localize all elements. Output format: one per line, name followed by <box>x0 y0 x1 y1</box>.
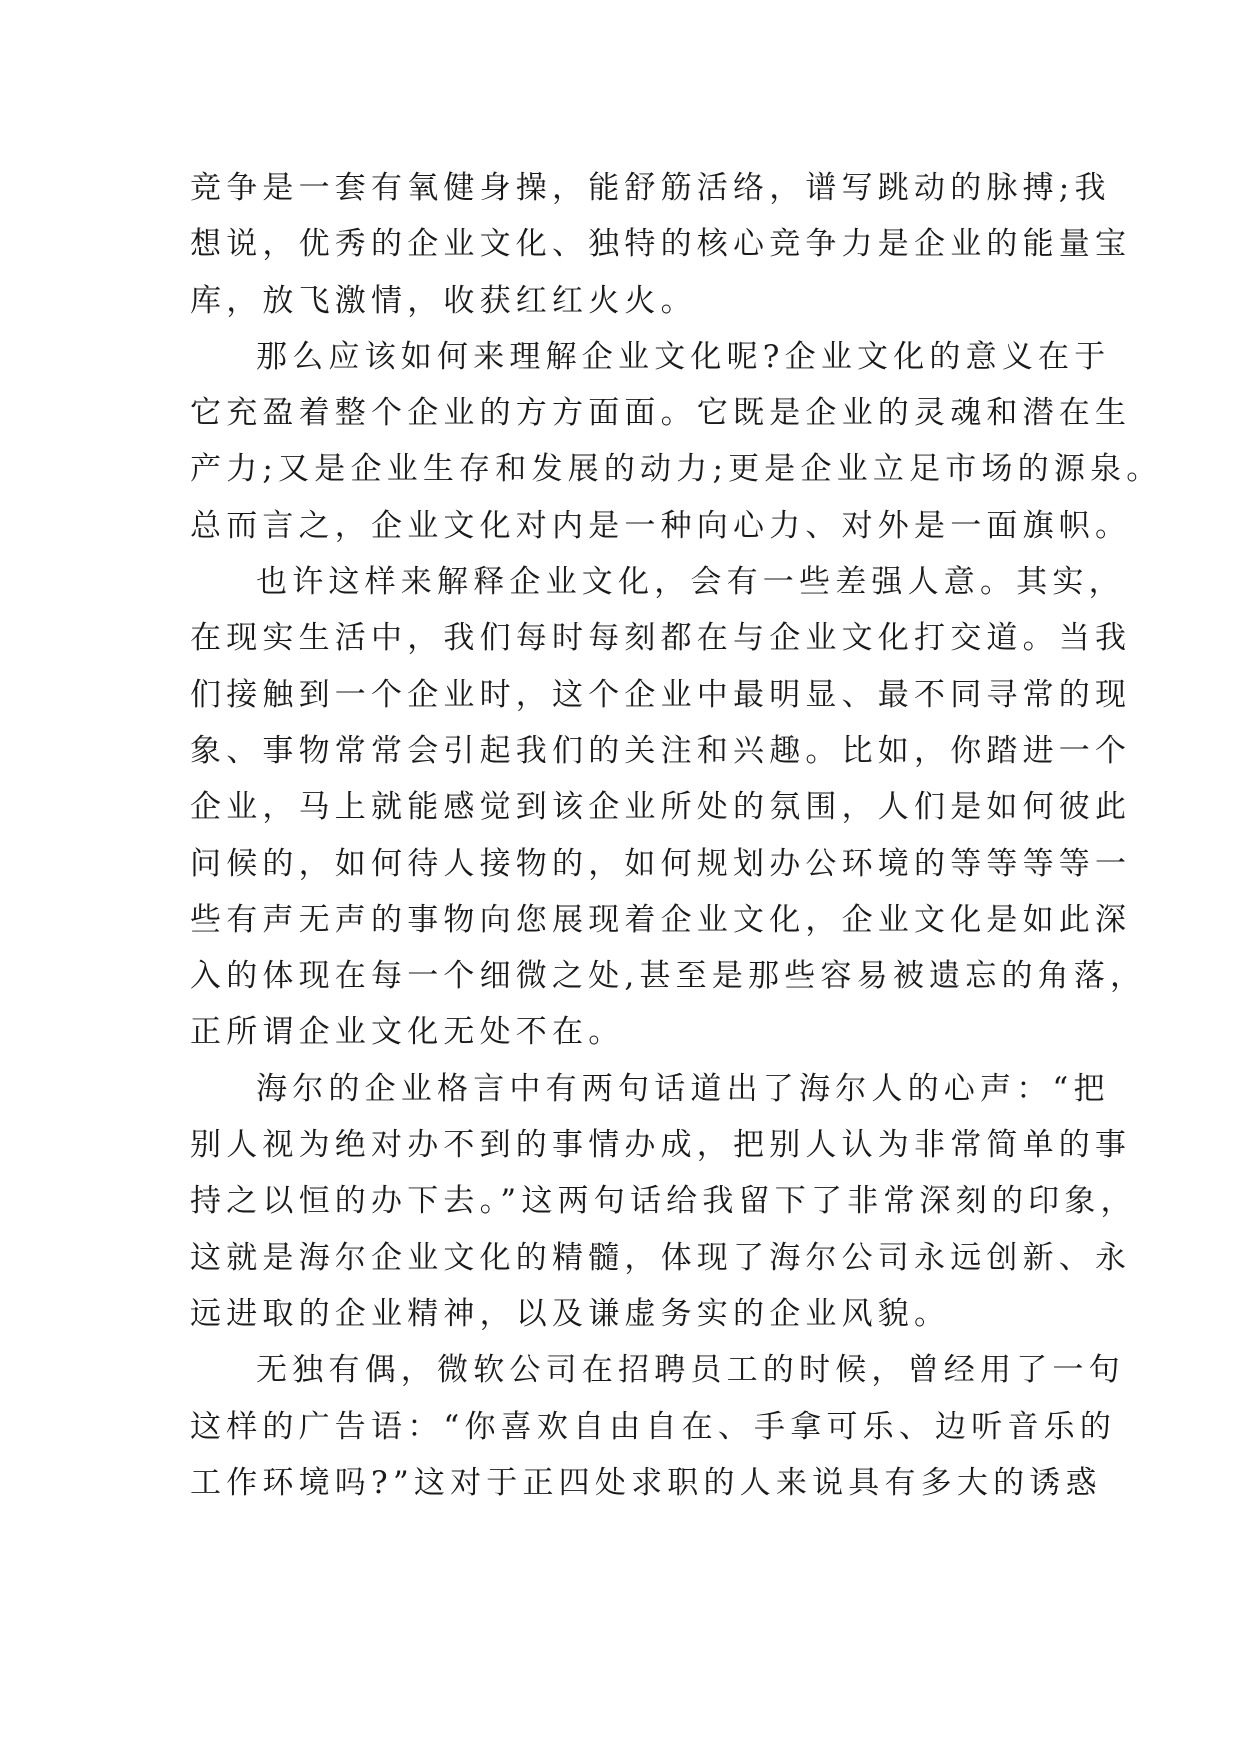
text-line: 产力;又是企业生存和发展的动力;更是企业立足市场的源泉。 <box>190 451 1163 488</box>
text-line: 远进取的企业精神，以及谦虚务实的企业风貌。 <box>190 1295 951 1332</box>
text-line: 问候的，如何待人接物的，如何规划办公环境的等等等等一 <box>190 845 1132 882</box>
text-line: 们接触到一个企业时，这个企业中最明显、最不同寻常的现 <box>190 676 1132 713</box>
paragraph-first-line: 那么应该如何来理解企业文化呢?企业文化的意义在于 <box>256 338 1111 375</box>
text-line: 企业，马上就能感觉到该企业所处的氛围，人们是如何彼此 <box>190 789 1132 826</box>
paragraph-first-line: 海尔的企业格言中有两句话道出了海尔人的心声：“把 <box>256 1070 1110 1107</box>
text-line: 别人视为绝对办不到的事情办成，把别人认为非常简单的事 <box>190 1127 1132 1164</box>
paragraph-first-line: 无独有偶，微软公司在招聘员工的时候，曾经用了一句 <box>256 1352 1125 1389</box>
text-line: 正所谓企业文化无处不在。 <box>190 1014 625 1051</box>
text-line: 在现实生活中，我们每时每刻都在与企业文化打交道。当我 <box>190 620 1132 657</box>
paragraph-first-line: 也许这样来解释企业文化，会有一些差强人意。其实， <box>256 564 1125 601</box>
text-line: 这就是海尔企业文化的精髓，体现了海尔公司永远创新、永 <box>190 1239 1132 1276</box>
text-line: 象、事物常常会引起我们的关注和兴趣。比如，你踏进一个 <box>190 732 1132 769</box>
body-text <box>190 160 1163 1511</box>
text-line: 些有声无声的事物向您展现着企业文化，企业文化是如此深 <box>190 901 1132 938</box>
text-line: 持之以恒的办下去。”这两句话给我留下了非常深刻的印象， <box>190 1183 1137 1220</box>
text-line: 总而言之，企业文化对内是一种向心力、对外是一面旗帜。 <box>190 507 1132 544</box>
text-line: 它充盈着整个企业的方方面面。它既是企业的灵魂和潜在生 <box>190 395 1132 432</box>
text-line: 这样的广告语：“你喜欢自由自在、手拿可乐、边听音乐的 <box>190 1408 1117 1445</box>
text-line: 库，放飞激情，收获红红火火。 <box>190 282 697 319</box>
text-line: 想说，优秀的企业文化、独特的核心竞争力是企业的能量宝 <box>190 226 1132 263</box>
text-line: 工作环境吗?”这对于正四处求职的人来说具有多大的诱惑 <box>190 1464 1102 1501</box>
text-line: 入的体现在每一个细微之处,甚至是那些容易被遗忘的角落， <box>190 958 1147 995</box>
text-line: 竞争是一套有氧健身操，能舒筋活络，谱写跳动的脉搏;我 <box>190 170 1111 206</box>
